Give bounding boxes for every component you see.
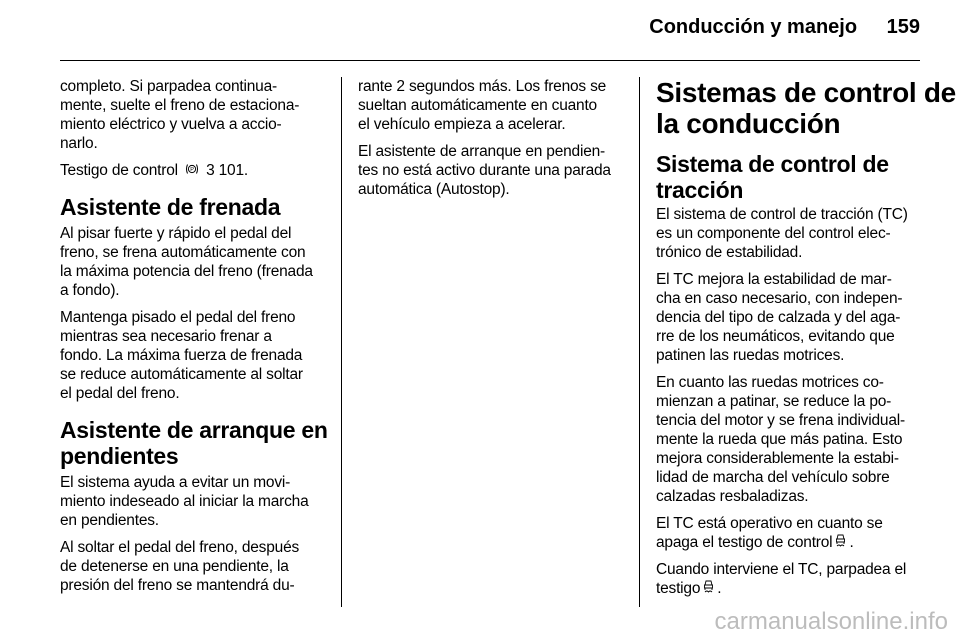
tc-p4: El TC está operativo en cuanto se apaga el testigo de control . xyxy=(656,515,883,551)
column-1 xyxy=(60,77,328,603)
svg-text:P: P xyxy=(190,167,194,174)
brake-assist-p2: Mantenga pisado el pedal del freno mientras sea necesario frenar a fondo. La máxima fuerza de frenada se reduce automáticamente al soltar el pedal del freno. xyxy=(60,309,303,402)
hill-start-p1: El sistema ayuda a evitar un movi- miento indeseado al iniciar la marcha en pendientes. xyxy=(60,474,309,529)
page-ref: 101. xyxy=(218,162,249,179)
parking-brake-warning-icon xyxy=(185,161,199,180)
header-rule xyxy=(60,60,920,61)
traction-control-icon xyxy=(835,533,846,552)
testigo-paragraph: Testigo de control P 3 101. xyxy=(60,162,249,179)
traction-control-heading: Sistema de control de tracción xyxy=(656,151,889,203)
tc-p5: Cuando interviene el TC, parpadea el testigo . xyxy=(656,561,907,597)
hill-start-p4: El asistente de arranque en pendien- tes no está activo durante una parada automática (Autostop). xyxy=(358,143,611,198)
page-number: 159 xyxy=(886,16,920,38)
hill-start-p2: Al soltar el pedal del freno, después de detenerse en una pendiente, la presión del freno se mantendrá du- xyxy=(60,539,300,594)
hill-start-p3: rante 2 segundos más. Los frenos se sueltan automáticamente en cuanto el vehículo empieza a acelerar. xyxy=(358,78,607,133)
tc-p1: El sistema de control de tracción (TC) es un componente del control elec- trónico de estabilidad. xyxy=(656,206,908,261)
driving-control-heading: Sistemas de control de la conducción xyxy=(656,77,956,139)
page-ref-arrow-icon: 3 xyxy=(206,162,215,179)
hill-start-heading: Asistente de arranque en pendientes xyxy=(60,417,328,469)
column-3 xyxy=(656,77,956,606)
watermark: carmanualsonline.info xyxy=(714,608,948,635)
brake-assist-p1: Al pisar fuerte y rápido el pedal del freno, se frena automáticamente con la máxima potencia del freno (frenada a fondo). xyxy=(60,225,313,299)
traction-control-icon xyxy=(703,579,714,598)
tc-p3: En cuanto las ruedas motrices co- mienzan a patinar, se reduce la po- tencia del motor y se frena individual- mente la rueda que más patina. Esto mejora considerablemente la estabi- lidad de marcha del vehículo sobre calzadas resbaladizas. xyxy=(656,374,905,505)
brake-assist-heading: Asistente de frenada xyxy=(60,194,281,220)
section-title: Conducción y manejo xyxy=(649,16,858,38)
page-header xyxy=(649,16,920,39)
column-divider-2 xyxy=(639,77,640,607)
column-2 xyxy=(358,77,626,207)
tc-p2: El TC mejora la estabilidad de mar- cha en caso necesario, con indepen- dencia del tipo de calzada y del aga- rre de los neumáticos, evitando que patinen las ruedas motrices. xyxy=(656,271,903,364)
intro-paragraph: completo. Si parpadea continua- mente, suelte el freno de estaciona- miento eléctrico y vuelva a accio- narlo. xyxy=(60,78,300,152)
column-divider-1 xyxy=(341,77,342,607)
